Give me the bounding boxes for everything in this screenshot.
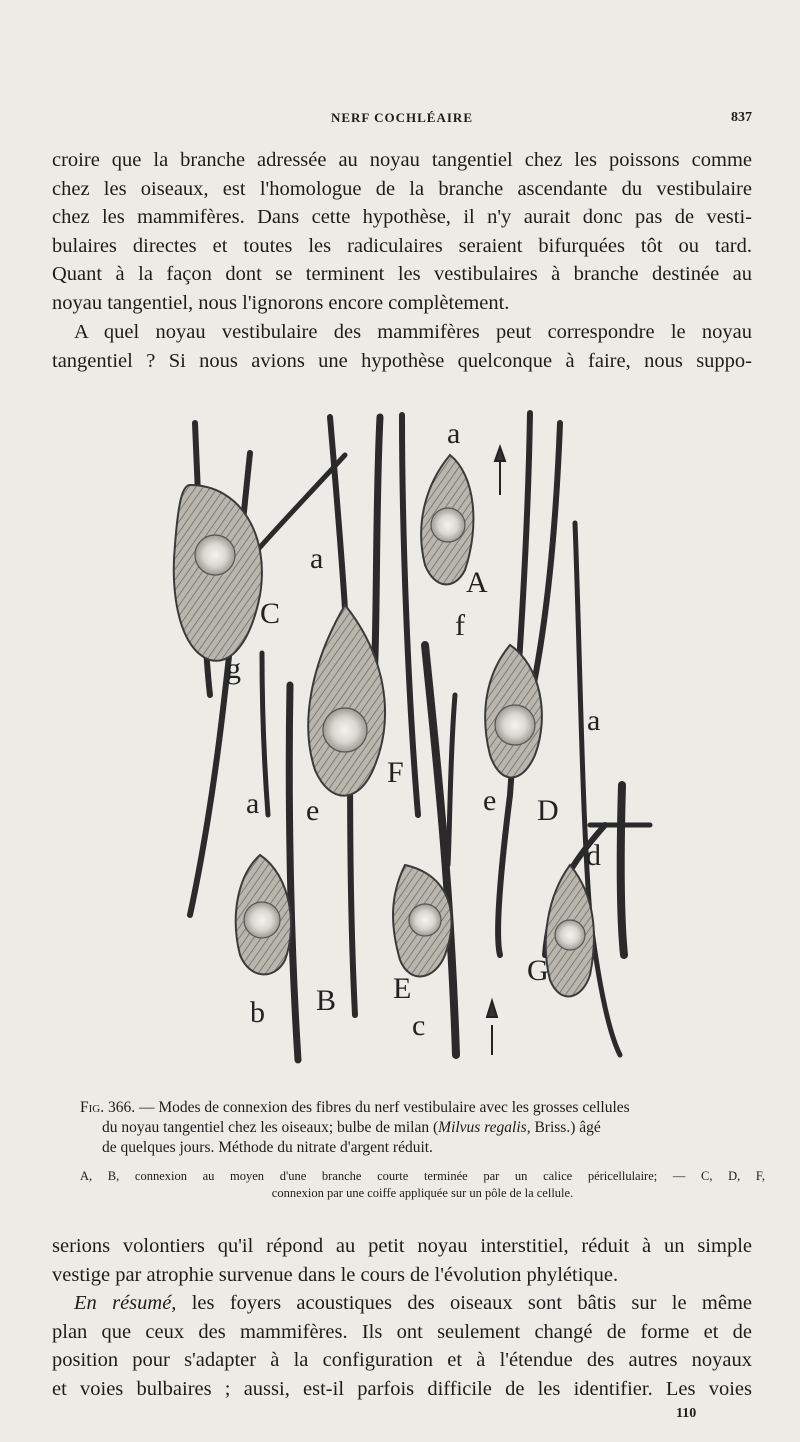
text-line: position pour s'adapter à la configuration et à l'étendue des autres noyaux bbox=[52, 1349, 752, 1372]
species-name: Milvus regalis, bbox=[438, 1119, 531, 1136]
text-line: vestige par atrophie survenue dans le cours de l'évolution phylétique. bbox=[52, 1263, 619, 1286]
figure-label: a bbox=[246, 787, 260, 820]
figure-label: a bbox=[310, 542, 324, 575]
text-line: noyau tangentiel, nous l'ignorons encore complètement. bbox=[52, 291, 510, 314]
paragraph-2 bbox=[52, 318, 752, 375]
figure-label: e bbox=[483, 784, 497, 817]
running-head bbox=[52, 110, 752, 134]
figure-label: a bbox=[587, 704, 601, 737]
figure-label: C bbox=[260, 597, 281, 630]
figure-label: B bbox=[316, 984, 337, 1017]
paragraph-1 bbox=[52, 146, 752, 318]
legend-line: connexion par une coiffe appliquée sur un pôle de la cellule. bbox=[271, 1186, 574, 1200]
figure-label: c bbox=[412, 1009, 426, 1042]
caption-lead: — Modes de connexion des fibres du nerf vestibulaire avec les grosses cellules bbox=[135, 1099, 630, 1116]
figure-label: d bbox=[586, 839, 601, 872]
figure-label: f bbox=[455, 609, 465, 642]
text-line: plan que ceux des mammifères. Ils ont seulement changé de forme et de bbox=[52, 1320, 752, 1343]
text-line: croire que la branche adressée au noyau tangentiel chez les poissons comme bbox=[52, 149, 752, 171]
figure-label: A bbox=[466, 566, 488, 599]
text-line bbox=[52, 1289, 752, 1318]
page-number: 837 bbox=[731, 110, 752, 125]
text-line: serions volontiers qu'il répond au petit noyau interstitiel, réduit à un simple bbox=[52, 1235, 752, 1257]
text-line: et voies bulbaires ; aussi, est-il parfois difficile de les identifier. Les voies bbox=[52, 1377, 752, 1400]
figure-number: Fig. 366. bbox=[80, 1099, 136, 1116]
caption-line: de quelques jours. Méthode du nitrate d'argent réduit. bbox=[102, 1139, 433, 1156]
signature-number: 110 bbox=[676, 1406, 697, 1421]
text-run: les foyers acoustiques des oiseaux sont bâtis sur le même bbox=[176, 1292, 752, 1314]
figure-label: G bbox=[527, 954, 549, 987]
figure-caption bbox=[80, 1098, 765, 1158]
legend-line: A, B, connexion au moyen d'une branche courte terminée par un calice péricellulaire; — C, D, F, bbox=[80, 1169, 765, 1183]
paragraph-3 bbox=[52, 1232, 752, 1289]
paragraph-4 bbox=[52, 1289, 752, 1403]
figure-label: e bbox=[306, 794, 320, 827]
text-line: chez les mammifères. Dans cette hypothèse, il n'y aurait donc pas de vesti- bbox=[52, 206, 752, 229]
text-line: Quant à la façon dont se terminent les vestibulaires à branche destinée au bbox=[52, 263, 752, 286]
figure-label: E bbox=[393, 972, 412, 1005]
figure-label: D bbox=[537, 794, 559, 827]
figure-label: a bbox=[447, 417, 461, 450]
caption-text: Briss.) âgé bbox=[530, 1119, 601, 1136]
italic-lead: En résumé, bbox=[74, 1292, 177, 1314]
figure-label: g bbox=[226, 652, 241, 685]
neuron-illustration bbox=[150, 395, 670, 1075]
figure-label: b bbox=[250, 996, 265, 1029]
text-line: bulaires directes et toutes les radiculaires seraient bifurquées tôt ou tard. bbox=[52, 234, 752, 257]
text-line: chez les oiseaux, est l'homologue de la branche ascendante du vestibulaire bbox=[52, 177, 752, 200]
running-title: NERF COCHLÉAIRE bbox=[330, 110, 473, 125]
figure-366 bbox=[150, 395, 670, 1075]
figure-label: F bbox=[387, 756, 404, 789]
caption-text: du noyau tangentiel chez les oiseaux; bulbe de milan ( bbox=[102, 1119, 439, 1136]
text-line: tangentiel ? Si nous avions une hypothèse quelconque à faire, nous suppo- bbox=[52, 349, 752, 372]
text-line: A quel noyau vestibulaire des mammifères peut correspondre le noyau bbox=[74, 321, 752, 343]
caption-line bbox=[80, 1118, 765, 1138]
figure-legend bbox=[80, 1168, 765, 1202]
